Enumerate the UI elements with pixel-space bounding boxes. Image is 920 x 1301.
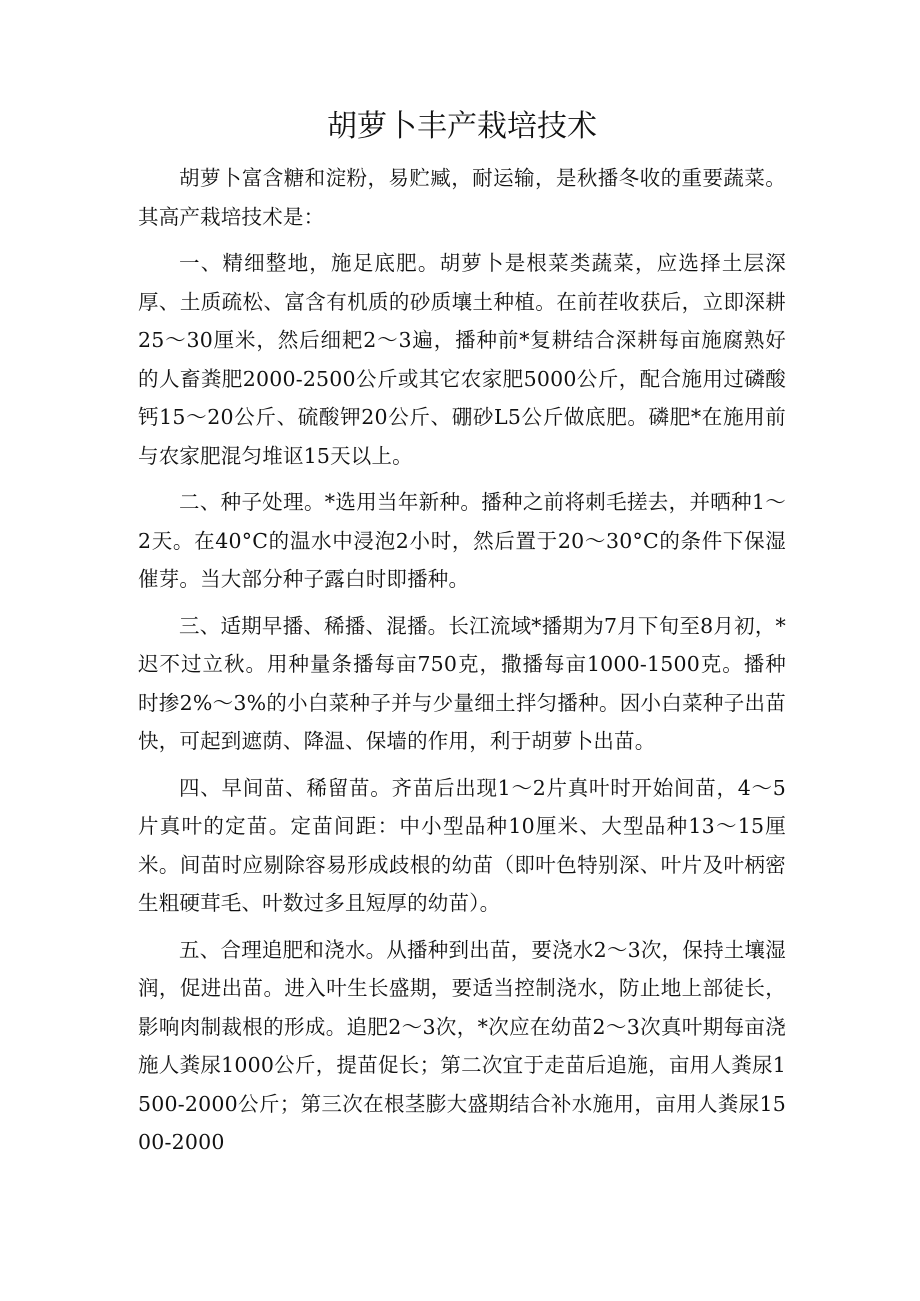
- section-3-paragraph: 三、适期早播、稀播、混播。长江流域*播期为7月下旬至8月初，*迟不过立秋。用种量条播每亩750克，撒播每亩1000-1500克。播种时掺2%～3%的小白菜种子并与少量细土拌匀播种。因小白菜种子出苗快，可起到遮荫、降温、保墙的作用，利于胡萝卜出苗。: [138, 613, 786, 753]
- document-page: [138, 0, 786, 1162]
- section-1-paragraph: 一、精细整地，施足底肥。胡萝卜是根菜类蔬菜，应选择土层深厚、土质疏松、富含有机质的砂质壤土种植。在前茬收获后，立即深耕25～30厘米，然后细耙2～3遍，播种前*复耕结合深耕每亩施腐熟好的人畜粪肥2000-2500公斤或其它农家肥5000公斤，配合施用过磷酸钙15～20公斤、硫酸钾20公斤、硼砂L5公斤做底肥。磷肥*在施用前与农家肥混匀堆讴15天以上。: [138, 251, 786, 468]
- page-title: 胡萝卜丰产栽培技术: [327, 109, 597, 144]
- intro-paragraph: 胡萝卜富含糖和淀粉，易贮臧，耐运输，是秋播冬收的重要蔬菜。其高产栽培技术是：: [138, 166, 786, 229]
- section-2-paragraph: 二、种子处理。*选用当年新种。播种之前将刺毛搓去，并晒种1～2天。在40°C的温水中浸泡2小时，然后置于20～30°C的条件下保湿催芽。当大部分种子露白时即播种。: [138, 490, 786, 591]
- section-4-paragraph: 四、早间苗、稀留苗。齐苗后出现1～2片真叶时开始间苗，4～5片真叶的定苗。定苗间距：中小型品种10厘米、大型品种13～15厘米。间苗时应剔除容易形成歧根的幼苗（即叶色特别深、叶片及叶柄密生粗硬茸毛、叶数过多且短厚的幼苗）。: [138, 775, 786, 915]
- section-5-paragraph: 五、合理追肥和浇水。从播种到出苗，要浇水2～3次，保持土壤湿润，促进出苗。进入叶生长盛期，要适当控制浇水，防止地上部徒长，影响肉制裁根的形成。追肥2～3次，*次应在幼苗2～3次真叶期每亩浇施人粪尿1000公斤，提苗促长；第二次宜于走苗后追施，亩用人粪尿1500-2000公斤；第三次在根茎膨大盛期结合补水施用，亩用人粪尿1500-2000: [138, 937, 786, 1154]
